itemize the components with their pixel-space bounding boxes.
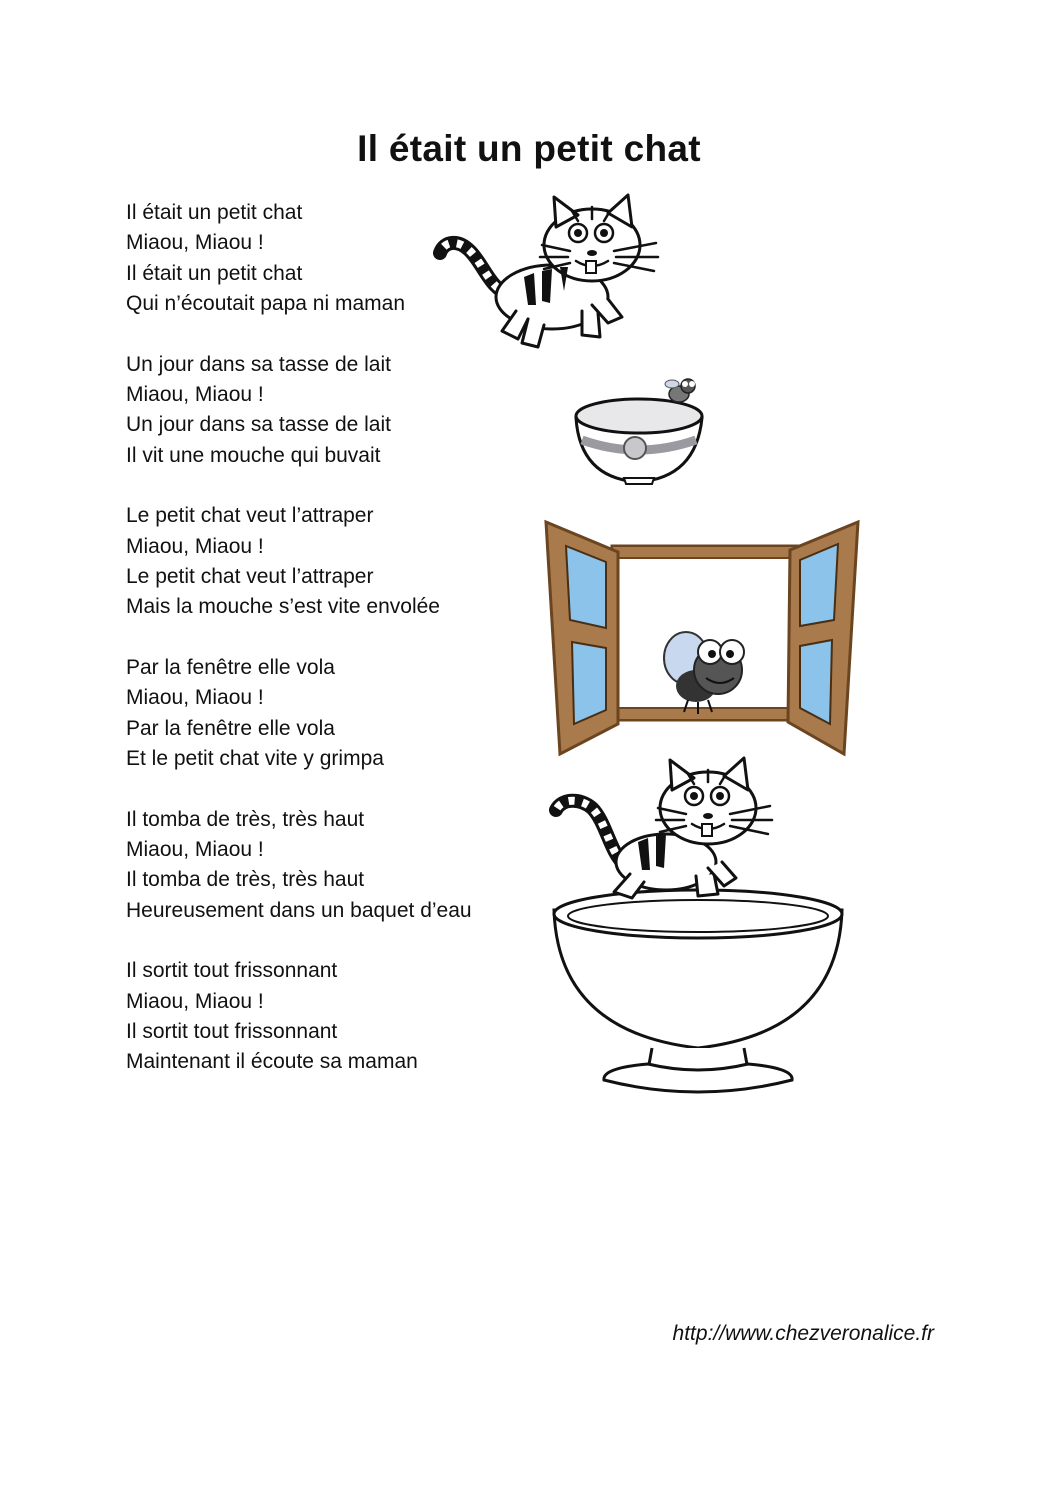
- page-title: Il était un petit chat: [357, 128, 701, 169]
- verse-line: Il tomba de très, très haut: [126, 807, 365, 831]
- verse-line: Par la fenêtre elle vola: [126, 716, 335, 740]
- open-window-with-fly: [542, 518, 864, 758]
- verse-line: Miaou, Miaou !: [126, 686, 264, 710]
- stanza: [126, 501, 546, 622]
- verse-line: Miaou, Miaou !: [126, 534, 264, 558]
- verse-line: Miaou, Miaou !: [126, 838, 264, 862]
- verse-line: Il vit une mouche qui buvait: [126, 443, 381, 467]
- verse-line: Mais la mouche s’est vite envolée: [126, 595, 440, 619]
- verse-line: Par la fenêtre elle vola: [126, 656, 335, 680]
- verse-line: Le petit chat veut l’attraper: [126, 504, 374, 528]
- verse-line: Le petit chat veut l’attraper: [126, 564, 374, 588]
- verse-line: Il était un petit chat: [126, 261, 303, 285]
- verse-line: Miaou, Miaou !: [126, 989, 264, 1013]
- stanza: [126, 805, 546, 926]
- stanza: [126, 956, 546, 1077]
- verse-line: Et le petit chat vite y grimpa: [126, 746, 384, 770]
- verse-line: Il tomba de très, très haut: [126, 868, 365, 892]
- verse-line: Maintenant il écoute sa maman: [126, 1050, 418, 1074]
- stanza: [126, 653, 546, 774]
- website-url[interactable]: http://www.chezveronalice.fr: [672, 1322, 934, 1345]
- verse-line: Miaou, Miaou !: [126, 231, 264, 255]
- verse-line: Un jour dans sa tasse de lait: [126, 413, 391, 437]
- verse-line: Il était un petit chat: [126, 201, 303, 224]
- verse-line: Il sortit tout frissonnant: [126, 959, 338, 983]
- verse-line: Qui n’écoutait papa ni maman: [126, 291, 405, 315]
- verse-line: Heureusement dans un baquet d’eau: [126, 898, 472, 922]
- verse-line: Un jour dans sa tasse de lait: [126, 352, 391, 376]
- milk-bowl-with-fly: [572, 374, 708, 486]
- cat-on-tub: [548, 752, 848, 1098]
- verse-line: Il sortit tout frissonnant: [126, 1020, 338, 1044]
- cat-illustration: [432, 193, 664, 355]
- stanza: [126, 350, 546, 471]
- verse-line: Miaou, Miaou !: [126, 382, 264, 406]
